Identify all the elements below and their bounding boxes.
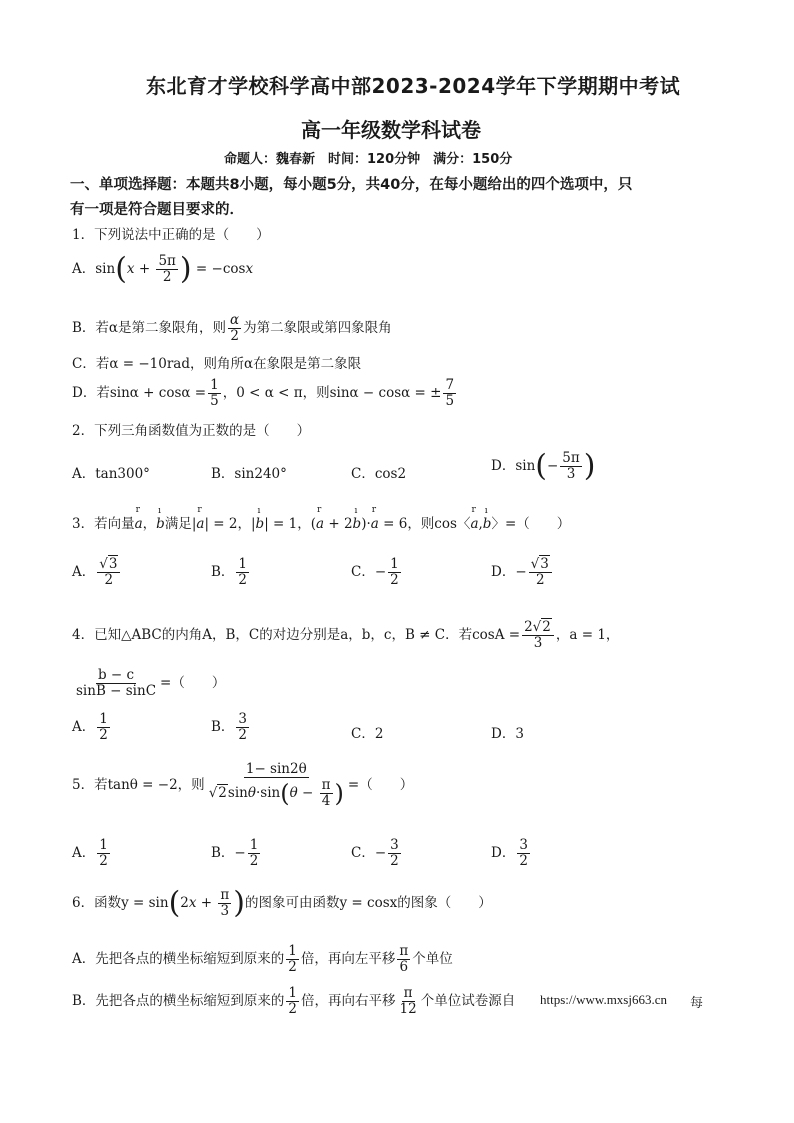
fraction: $\frac{\pi}{12}$ <box>399 985 417 1017</box>
option-label: B． <box>211 718 235 735</box>
answer-paren: =（ ） <box>160 674 226 691</box>
option-b-text: B．先把各点的横坐标缩短到原来的 <box>72 992 285 1009</box>
question-2-option-b: B．sin240° <box>211 466 287 482</box>
fraction: $\frac{1}{2}$ <box>390 556 399 588</box>
question-1-option-b <box>72 313 392 344</box>
question-4-option-d: D．3 <box>491 726 524 742</box>
fraction: $\frac{5\pi}{3}$ <box>562 450 580 482</box>
option-a-text: A．先把各点的横坐标缩短到原来的 <box>72 950 285 967</box>
question-3-option-a <box>72 557 122 588</box>
question-6-option-a <box>72 944 453 975</box>
question-6-option-b <box>72 986 515 1017</box>
option-label: A． <box>72 563 96 580</box>
section-heading-line2: 有一项是符合题目要求的． <box>70 202 244 218</box>
watermark-url[interactable]: https://www.mxsj663.cn <box>540 992 667 1007</box>
question-4-option-c: C．2 <box>351 726 384 742</box>
question-5-option-c <box>351 838 403 869</box>
option-d-text: D．sin <box>491 457 536 474</box>
fraction: $\frac{1}{2}$ <box>288 985 298 1017</box>
stem-part: ，a = 1， <box>555 626 620 643</box>
question-3-option-c <box>351 557 403 588</box>
fraction: $\frac{1}{2}$ <box>249 837 259 869</box>
fraction: $\frac{3}{2}$ <box>519 837 528 869</box>
option-label: C．− <box>351 563 387 580</box>
option-b-tail: 为第二象限或第四象限角 <box>243 319 392 336</box>
fraction: $\frac{3}{2}$ <box>238 711 248 743</box>
question-4-expression <box>72 668 225 699</box>
fraction: $\frac{\pi}{4}$ <box>321 776 331 809</box>
question-1-option-a: A．sin(x + $\frac{5\pi}{2}$ ) = −cosx <box>72 251 254 287</box>
stem-part: ，则cos <box>407 516 457 532</box>
stem-part: 5．若tanθ = −2，则 <box>72 776 205 793</box>
option-label: D． <box>491 844 516 861</box>
section-heading-line1: 一、单项选择题：本题共8小题，每小题5分，共40分，在每小题给出的四个选项中，只 <box>70 177 633 193</box>
option-label: D．− <box>491 563 527 580</box>
stem-part: 6．函数y = sin <box>72 894 169 911</box>
option-a-mid: 倍，再向左平移 <box>300 950 396 967</box>
question-1-option-d <box>72 378 458 409</box>
fraction: $\frac{3}{2}$ <box>390 837 399 869</box>
answer-paren: =（ ） <box>504 516 571 532</box>
stem-part: 的图象可由函数y = cosx的图象（ ） <box>245 894 492 911</box>
option-label: B．− <box>211 844 246 861</box>
fraction: $\frac{2√2}{3}$ <box>522 620 554 651</box>
question-4-option-a <box>72 712 112 743</box>
option-a-tail: 个单位 <box>412 950 453 967</box>
option-label: A． <box>72 260 96 277</box>
question-2-option-a: A．tan300° <box>72 466 150 482</box>
question-2-option-c: C．cos2 <box>351 466 407 482</box>
option-label: A． <box>72 844 96 861</box>
stem-part: 4．已知△ABC的内角A，B，C的对边分别是a，b，c，B ≠ C．若cosA = <box>72 626 521 643</box>
fraction: $\frac{1}{2}$ <box>238 556 248 588</box>
question-1-stem: 1．下列说法中正确的是（ ） <box>72 227 270 243</box>
option-label: A． <box>72 718 96 735</box>
fraction: $\frac{√3}{2}$ <box>97 557 120 588</box>
fraction: $\frac{1}{5}$ <box>210 377 219 409</box>
question-5-option-d <box>491 838 532 869</box>
question-3-option-d <box>491 557 554 588</box>
fraction: $\frac{1}{2}$ <box>99 837 108 869</box>
question-3-stem: 3．若向量r a，ı b满足|r a| = 2，|ı b| = 1，(r a + 2ı b)·r a = 6，则cos〈r a,ı b〉=（ ） <box>72 512 570 532</box>
option-d-text: D．若sinα + cosα = <box>72 384 207 401</box>
option-d-mid: ，0 < α < π，则sinα − cosα = ± <box>222 384 442 401</box>
exam-title: 东北育才学校科学高中部2023-2024学年下学期期中考试 <box>146 74 681 98</box>
question-5-option-a <box>72 838 112 869</box>
frac-numerator: 1− sin2θ <box>245 761 307 777</box>
question-4-option-b <box>211 712 251 743</box>
question-6-stem: 6．函数y = sin(2x + $\frac{\pi}{3}$ )的图象可由函数y = cosx的图象（ ） <box>72 885 492 921</box>
fraction: $\frac{\alpha}{2}$ <box>230 312 240 344</box>
fraction: $\frac{7}{5}$ <box>445 377 455 409</box>
question-3-option-b <box>211 557 251 588</box>
fraction: $\frac{5\pi}{2}$ <box>158 253 176 285</box>
option-b-text: B．若α是第二象限角，则 <box>72 319 227 336</box>
fraction: $\frac{1}{2}$ <box>288 943 297 975</box>
option-label: B． <box>211 563 235 580</box>
fraction: 1− sin2θ √2sinθ·sin(θ − $\frac{\pi}{4}$ ) <box>208 761 344 809</box>
question-2-stem: 2．下列三角函数值为正数的是（ ） <box>72 423 311 439</box>
question-5-option-b <box>211 838 262 869</box>
option-b-mid: 倍，再向右平移 <box>301 992 396 1009</box>
option-label: C．− <box>351 844 387 861</box>
frac-denominator: sinB − sinC <box>76 682 157 699</box>
fraction: $\frac{\pi}{6}$ <box>399 943 409 975</box>
question-1-option-c: C．若α = −10rad，则角所α在象限是第二象限 <box>72 356 362 372</box>
stem-part: 3．若向量 <box>72 516 135 532</box>
frac-numerator: b − c <box>97 667 135 683</box>
option-b-tail: 个单位试卷源自 <box>420 992 516 1009</box>
fraction: $\frac{√3}{2}$ <box>529 557 552 588</box>
question-4-stem <box>72 620 619 651</box>
fraction: $\frac{\pi}{3}$ <box>220 887 230 919</box>
exam-meta: 命题人：魏春新 时间：120分钟 满分：150分 <box>224 152 513 167</box>
answer-paren: =（ ） <box>347 776 414 793</box>
exam-subtitle: 高一年级数学科试卷 <box>301 118 481 142</box>
question-2-option-d: D．sin(− $\frac{5\pi}{3}$ ) <box>491 448 596 484</box>
fraction <box>74 668 158 699</box>
watermark-tail: 每 <box>690 996 704 1011</box>
fraction: $\frac{1}{2}$ <box>99 711 108 743</box>
stem-part: 满足 <box>164 516 192 532</box>
question-5-stem <box>72 762 413 809</box>
